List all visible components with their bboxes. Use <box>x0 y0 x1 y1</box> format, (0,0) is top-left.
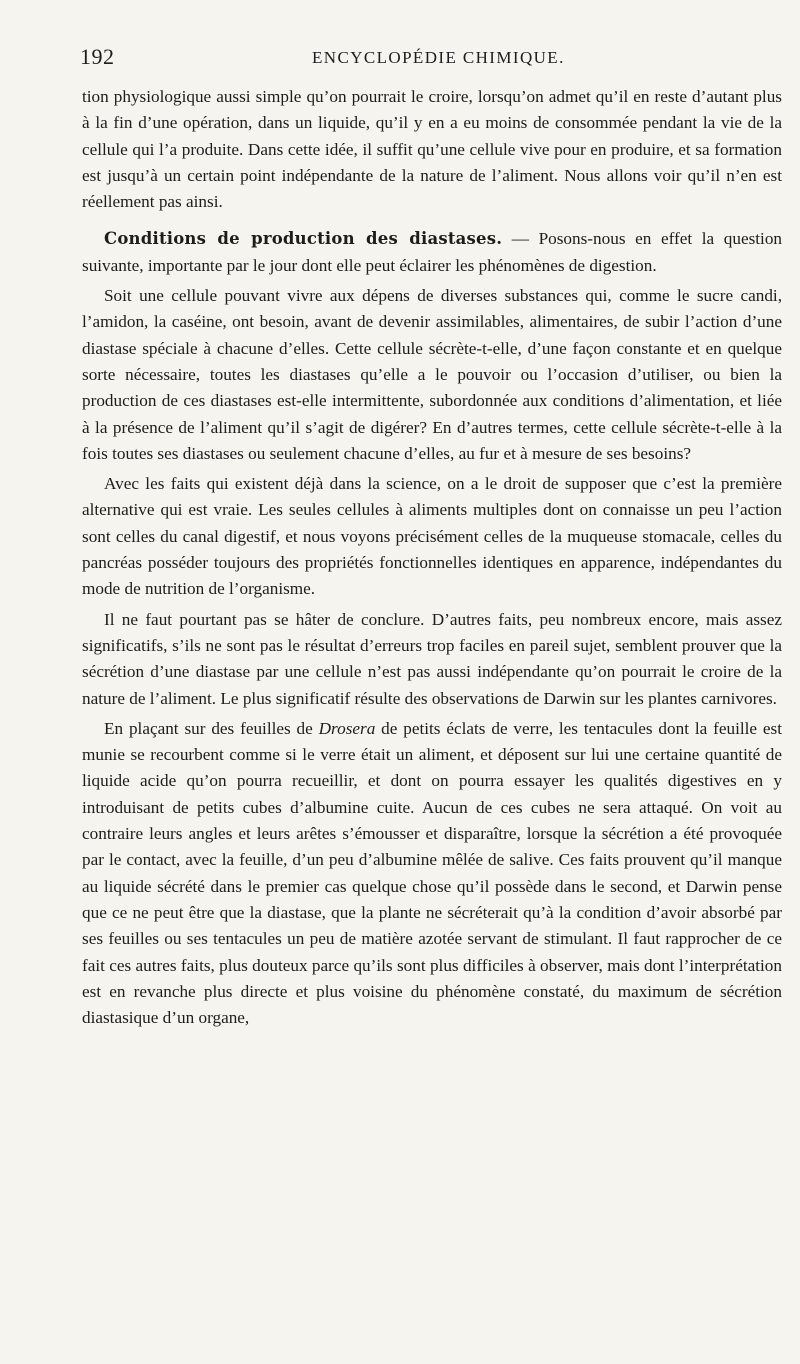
section-paragraph <box>82 226 782 279</box>
paragraph-conclure: Il ne faut pourtant pas se hâter de conclure. D’autres faits, peu nombreux encore, mais assez significatifs, s’ils ne sont pas le résultat d’erreurs trop faciles en pareil sujet, semblent prouver que la sécrétion d’une diastase par une cellule n’est pas aussi indépendante qu’on pourrait le croire de la nature de l’aliment. Le plus significatif résulte des observations de Darwin sur les plantes carnivores. <box>82 609 782 708</box>
paragraph-drosera-start: En plaçant sur des feuilles de <box>104 718 319 738</box>
page-header <box>80 44 780 72</box>
page-number: 192 <box>80 44 115 69</box>
page-body <box>82 84 782 1031</box>
paragraph-alternative: Avec les faits qui existent déjà dans la science, on a le droit de supposer que c’est la première alternative qui est vraie. Les seules cellules à aliments multiples dont on connaisse un peu l’action sont celles du canal digestif, et nous voyons précisément celles de la muqueuse stomacale, celles du pancréas posséder toujours des propriétés fonctionnelles identiques en apparence, indépendantes du mode de nutrition de l’organisme. <box>82 474 782 599</box>
paragraph-drosera-rest: de petits éclats de verre, les tentacules dont la feuille est munie se recourbent comme si le verre était un aliment, et déposent sur lui une certaine quantité de liquide acide qu’on pourra recueillir, et dont on pourra essayer les qualités digestives en y introduisant de petits cubes d’albumine cuite. Aucun de ces cubes ne sera attaqué. On voit au contraire leurs angles et leurs arêtes s’émousser et disparaître, lorsque la sécrétion a été provoquée par le contact, avec la feuille, d’un peu d’albumine mêlée de salive. Ces faits prouvent qu’il manque au liquide sécrété dans le premier cas quelque chose qu’il possède dans le second, et Darwin pense que ce ne peut être que la diastase, que la plante ne sécréterait qu’à la condition d’avoir absorbé par ses feuilles ou ses tentacules un peu de matière azotée servant de stimulant. Il faut rapprocher de ce fait ces autres faits, plus douteux parce qu’ils sont plus difficiles à observer, mais dont l’interprétation est en revanche plus directe et plus voisine du phénomène constaté, du maximum de sécrétion diastasique d’un organe, <box>82 718 782 1028</box>
paragraph-continuation: tion physiologique aussi simple qu’on pourrait le croire, lorsqu’on admet qu’il en reste d’autant plus à la fin d’une opération, dans un liquide, qu’il y en a eu moins de consommée pendant la vie de la cellule qui l’a produite. Dans cette idée, il suffit qu’une cellule vive pour en produire, et sa formation est jusqu’à un certain point indépendante de la nature de l’aliment. Nous allons voir qu’il n’en est réellement pas ainsi. <box>82 87 782 212</box>
running-title: ENCYCLOPÉDIE CHIMIQUE. <box>312 48 565 67</box>
section-heading-text: — Posons-nous en effet la question suivante, importante par le jour dont elle peut éclairer les phénomènes de digestion. <box>82 229 783 275</box>
drosera-italic: Drosera <box>318 718 376 738</box>
paragraph-drosera <box>82 716 782 1032</box>
paragraph-cellule: Soit une cellule pouvant vivre aux dépens de diverses substances qui, comme le sucre candi, l’amidon, la caséine, ont besoin, avant de devenir assimilables, alimentaires, de subir l’action d’une diastase spéciale à chacune d’elles. Cette cellule sécrète-t-elle, d’une façon constante et en quelque sorte nécessaire, toutes les diastases qu’elle a le pouvoir ou l’occasion d’utiliser, ou bien la production de ces diastases est-elle intermittente, subordonnée aux conditions d’alimentation, et liée à la présence de l’aliment qu’il s’agit de digérer? En d’autres termes, cette cellule sécrète-t-elle à la fois toutes ses diastases ou seulement chacune d’elles, au fur et à mesure de ses besoins? <box>82 286 782 463</box>
section-heading: Conditions de production des diastases. <box>104 229 503 249</box>
